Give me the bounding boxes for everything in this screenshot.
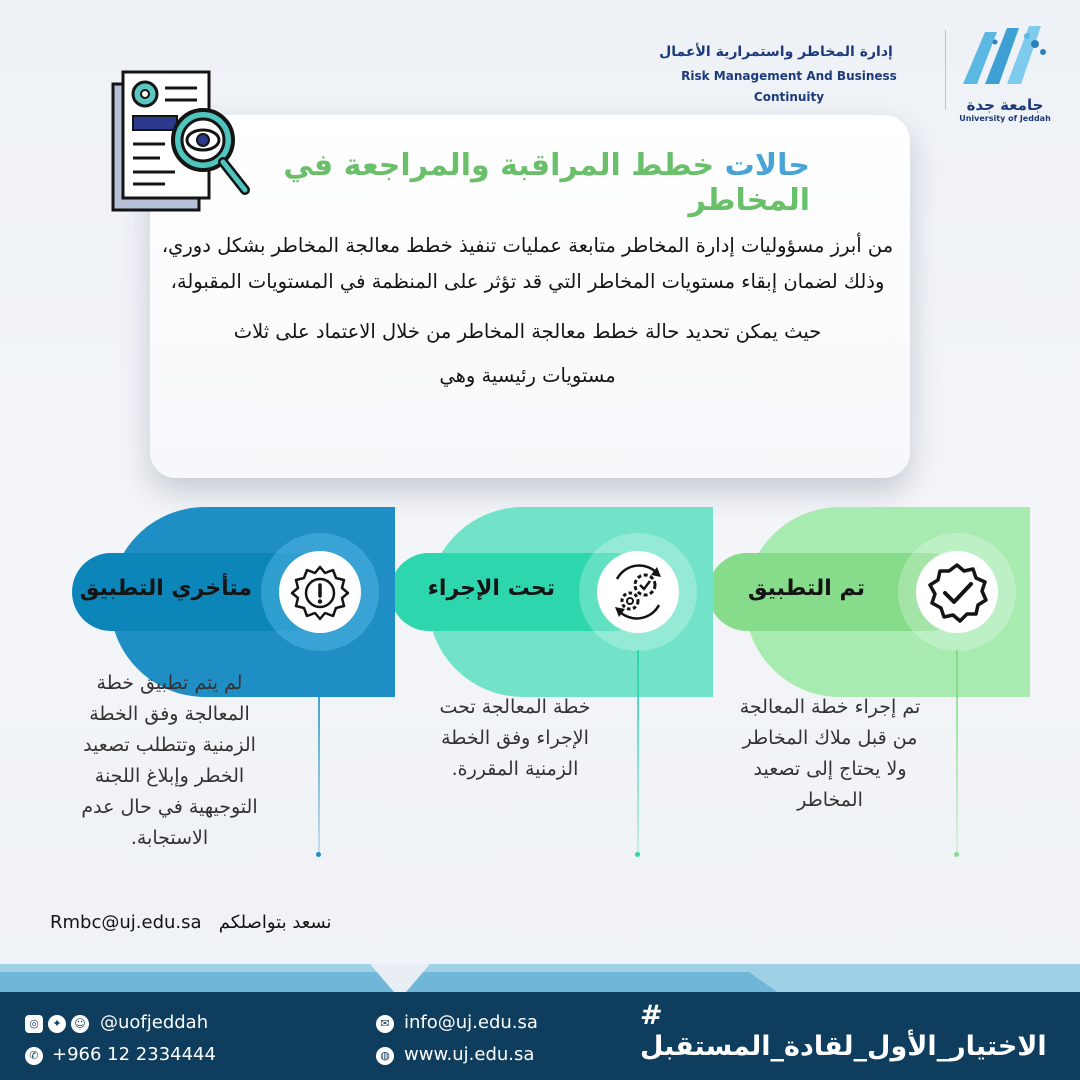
verified-check-icon — [916, 551, 998, 633]
globe-icon: ◍ — [376, 1047, 394, 1065]
status-in-progress-label: تحت الإجراء — [427, 576, 555, 601]
contact-label: نسعد بتواصلكم — [218, 912, 332, 933]
status-implemented-connector — [956, 650, 958, 855]
intro-text — [150, 228, 905, 394]
instagram-icon[interactable]: ◎ — [25, 1015, 43, 1033]
intro-paragraph-1: من أبرز مسؤوليات إدارة المخاطر متابعة عمليات تنفيذ خطط معالجة المخاطر بشكل دوري، وذلك لضمان إبقاء مستويات المخاطر التي قد تؤثر على المنظمة في المستويات المقبولة، — [161, 234, 894, 293]
social-handle[interactable]: @uofjeddah — [100, 1012, 209, 1033]
page-title: حالات خطط المراقبة والمراجعة في المخاطر — [283, 148, 810, 218]
status-implemented-label: تم التطبيق — [747, 576, 865, 601]
snapchat-icon[interactable]: ☺ — [71, 1015, 89, 1033]
department-name-ar: إدارة المخاطر واستمرارية الأعمال — [659, 44, 893, 60]
hashtag-slogan: # الاختيار_الأول_لقادة_المستقبل — [640, 1000, 1047, 1062]
university-logo-icon — [955, 22, 1055, 92]
status-in-progress-connector — [637, 650, 639, 855]
logo-name-ar: جامعة جدة — [966, 96, 1044, 114]
status-in-progress-icon-circle — [597, 551, 679, 633]
status-delayed-dot — [316, 852, 321, 857]
status-delayed-connector — [318, 650, 320, 855]
status-delayed-description: لم يتم تطبيق خطة المعالجة وفق الخطة الزمنية وتتطلب تصعيد الخطر وإبلاغ اللجنة التوجيهية في حال عدم الاستجابة. — [81, 672, 258, 849]
intro-paragraph-2-line-2: مستويات رئيسية وهي — [439, 364, 616, 387]
footer-website[interactable]: www.uj.edu.sa — [404, 1044, 535, 1065]
twitter-icon[interactable]: ✦ — [48, 1015, 66, 1033]
status-implemented-dot — [954, 852, 959, 857]
phone-number[interactable]: +966 12 2334444 — [52, 1044, 216, 1065]
status-implemented-description: تم إجراء خطة المعالجة من قبل ملاك المخاطر ولا يحتاج إلى تصعيد المخاطر — [739, 696, 921, 811]
status-implemented-icon-circle — [916, 551, 998, 633]
logo-name-en: University of Jeddah — [959, 114, 1051, 123]
status-in-progress-dot — [635, 852, 640, 857]
contact-line — [50, 912, 380, 933]
status-delayed-icon-circle — [279, 551, 361, 633]
footer-email[interactable]: info@uj.edu.sa — [404, 1012, 538, 1033]
gear-warning-icon — [279, 551, 361, 633]
gears-cycle-icon — [597, 551, 679, 633]
header-divider — [945, 30, 946, 110]
phone-icon: ✆ — [25, 1047, 43, 1065]
contact-email[interactable]: Rmbc@uj.edu.sa — [50, 912, 202, 933]
document-review-icon — [105, 66, 255, 216]
department-name-en: Risk Management And Business Continuity — [681, 69, 897, 104]
email-icon: ✉ — [376, 1015, 394, 1033]
status-delayed-label: متأخري التطبيق — [79, 576, 252, 601]
status-in-progress-description: خطة المعالجة تحت الإجراء وفق الخطة الزمنية المقررة. — [439, 696, 591, 780]
intro-paragraph-2-line-1: حيث يمكن تحديد حالة خطط معالجة المخاطر من خلال الاعتماد على ثلاث — [233, 320, 822, 343]
